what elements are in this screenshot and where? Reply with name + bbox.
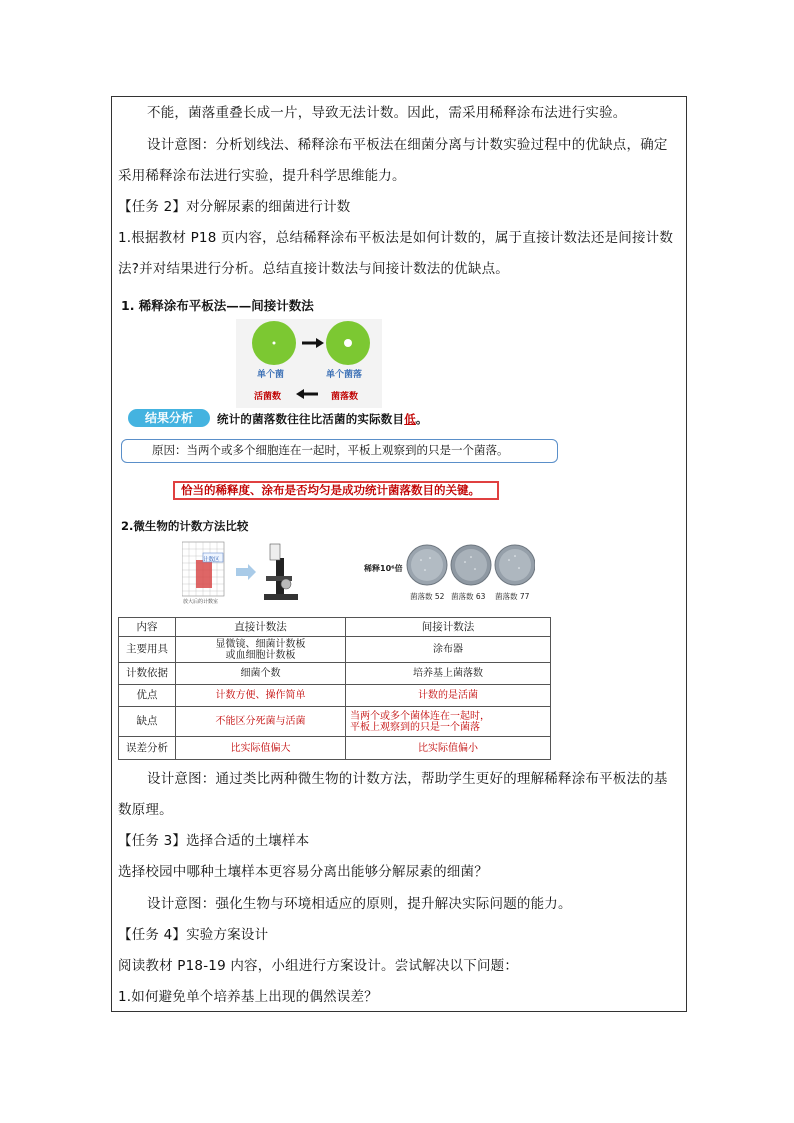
cell-indirect: 培养基上菌落数 xyxy=(346,663,551,685)
question-1a: 1.根据教材 P18 页内容，总结稀释涂布平板法是如何计数的，属于直接计数法还是间接计数 xyxy=(118,230,674,246)
table-row xyxy=(119,737,551,760)
table-row xyxy=(119,685,551,707)
table-header-cell: 间接计数法 xyxy=(346,618,551,637)
cell-direct: 不能区分死菌与活菌 xyxy=(176,707,346,737)
task-3-heading: 【任务 3】选择合适的土壤样本 xyxy=(118,833,310,849)
cell-direct: 显微镜、细菌计数板 或血细胞计数板 xyxy=(176,637,346,663)
row-label: 误差分析 xyxy=(119,737,176,760)
cell-indirect: 计数的是活菌 xyxy=(346,685,551,707)
row-label: 优点 xyxy=(119,685,176,707)
colony-count-2: 菌落数 63 xyxy=(451,592,486,601)
cell-indirect: 比实际值偏小 xyxy=(346,737,551,760)
table-row xyxy=(119,663,551,685)
reason-box: 原因：当两个或多个细胞连在一起时，平板上观察到的只是一个菌落。 xyxy=(121,439,558,463)
colony-count-1: 菌落数 52 xyxy=(410,592,445,601)
table-row xyxy=(119,707,551,737)
figure2-title: 2.微生物的计数方法比较 xyxy=(121,519,249,533)
comparison-table xyxy=(118,617,551,760)
table-header-cell: 直接计数法 xyxy=(176,618,346,637)
arrow-right-icon xyxy=(236,564,256,580)
figure1-title: 1. 稀释涂布平板法——间接计数法 xyxy=(121,298,314,313)
label-single-cell: 单个菌 xyxy=(257,370,285,380)
question-1b: 法?并对结果进行分析。总结直接计数法与间接计数法的优缺点。 xyxy=(118,261,509,277)
result-analysis-badge: 结果分析 xyxy=(128,409,210,427)
label-colony-count: 菌落数 xyxy=(331,392,359,402)
task-2-heading: 【任务 2】对分解尿素的细菌进行计数 xyxy=(118,199,351,215)
result-blank: 低 xyxy=(404,412,416,426)
table-header-row xyxy=(119,618,551,637)
design-intent-2b: 数原理。 xyxy=(118,802,173,818)
cell-direct: 比实际值偏大 xyxy=(176,737,346,760)
line-conclusion: 不能，菌落重叠长成一片，导致无法计数。因此，需采用稀释涂布法进行实验。 xyxy=(147,105,627,121)
grid-tag: 计数区 xyxy=(203,557,220,563)
grid-caption: 放大后的计数室 xyxy=(183,599,219,605)
cell-indirect: 当两个或多个菌体连在一起时， 平板上观察到的只是一个菌落 xyxy=(346,707,551,737)
design-intent-1a: 设计意图：分析划线法、稀释涂布平板法在细菌分离与计数实验过程中的优缺点，确定 xyxy=(147,137,668,153)
result-text: 统计的菌落数往往比活菌的实际数目 xyxy=(217,412,405,426)
result-statement xyxy=(217,411,428,427)
table-row xyxy=(119,637,551,663)
task-4-heading: 【任务 4】实验方案设计 xyxy=(118,927,269,943)
counting-chamber-graphic xyxy=(182,540,302,606)
colony-count-3: 菌落数 77 xyxy=(495,592,530,601)
cell-indirect: 涂布器 xyxy=(346,637,551,663)
label-single-colony: 单个菌落 xyxy=(326,370,363,380)
question-4: 阅读教材 P18-19 内容，小组进行方案设计。尝试解决以下问题： xyxy=(118,958,519,974)
table-header-cell: 内容 xyxy=(119,618,176,637)
cell-direct: 计数方便、操作简单 xyxy=(176,685,346,707)
cell-direct: 细菌个数 xyxy=(176,663,346,685)
question-5: 1.如何避免单个培养基上出现的偶然误差？ xyxy=(118,989,378,1005)
dilution-label: 稀释10⁶倍 xyxy=(364,564,403,573)
design-intent-3: 设计意图：强化生物与环境相适应的原则，提升解决实际问题的能力。 xyxy=(147,896,572,912)
row-label: 计数依据 xyxy=(119,663,176,685)
design-intent-1b: 采用稀释涂布法进行实验，提升科学思维能力。 xyxy=(118,168,406,184)
figure1-diagram xyxy=(236,319,382,408)
row-label: 主要用具 xyxy=(119,637,176,663)
question-3: 选择校园中哪种土壤样本更容易分离出能够分解尿素的细菌？ xyxy=(118,864,488,880)
key-point-box: 恰当的稀释度、涂布是否均匀是成功统计菌落数目的关键。 xyxy=(173,481,499,500)
label-live-count: 活菌数 xyxy=(254,392,282,402)
row-label: 缺点 xyxy=(119,707,176,737)
petri-dishes-graphic xyxy=(405,544,535,588)
result-end: 。 xyxy=(415,412,428,426)
design-intent-2a: 设计意图：通过类比两种微生物的计数方法，帮助学生更好的理解稀释涂布平板法的基 xyxy=(147,771,668,787)
